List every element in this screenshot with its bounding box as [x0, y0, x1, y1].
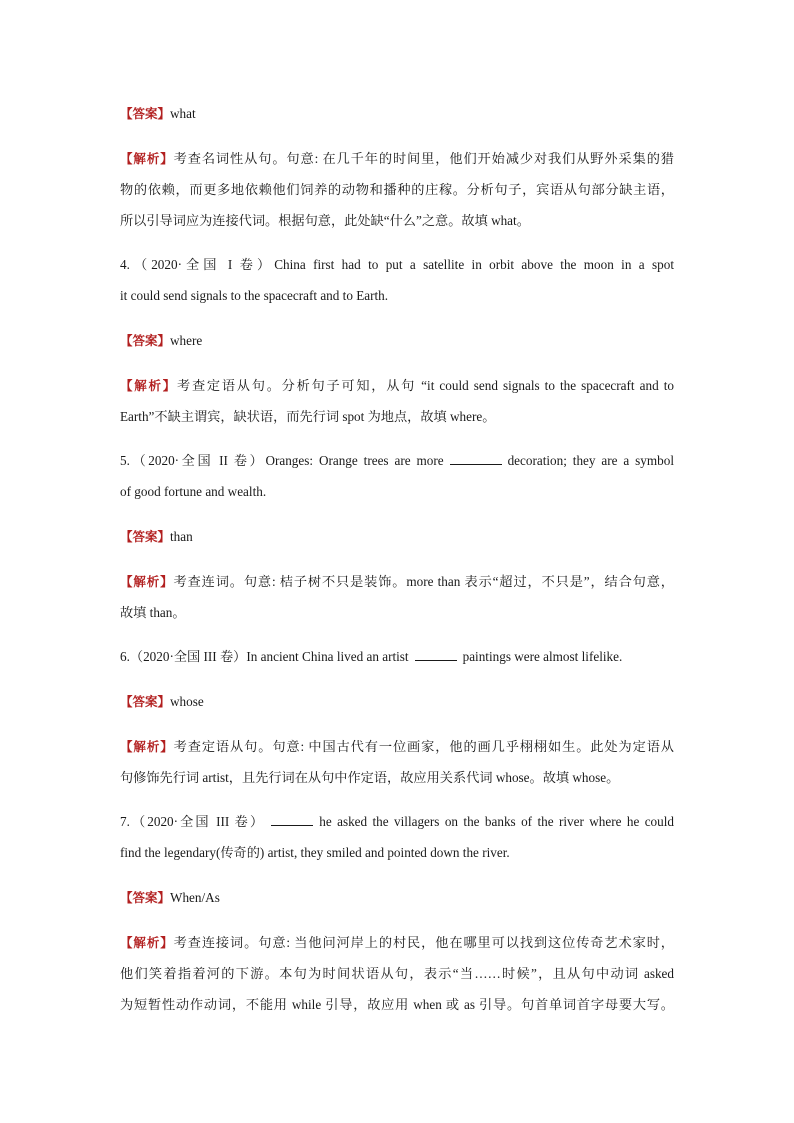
question-6-line — [120, 648, 674, 666]
answer-line-4 — [120, 332, 674, 350]
question-text: 5.（2020·全国 II 卷）Oranges: Orange trees are more — [120, 453, 444, 468]
analysis-line: 为短暂性动作动词，不能用 while 引导，故应用 when 或 as 引导。句首单词首字母要大写。 — [120, 997, 674, 1012]
analysis-line — [120, 150, 674, 168]
analysis-line: 所以引导词应为连接代词。根据句意，此处缺“什么”之意。故填 what。 — [120, 213, 530, 228]
analysis-text: 考查名词性从句。句意: 在几千年的时间里，他们开始减少对我们从野外采集的猎 — [173, 151, 674, 166]
answer-tag: 【答案】 — [120, 890, 171, 905]
analysis-line: 故填 than。 — [120, 605, 186, 620]
question-7-line — [120, 813, 674, 831]
analysis-line — [120, 377, 674, 395]
question-7-line: find the legendary(传奇的) artist, they smiled and pointed down the river. — [120, 845, 510, 860]
analysis-tag: 【解析】 — [120, 151, 174, 166]
analysis-line: Earth”不缺主谓宾，缺状语，而先行词 spot 为地点，故填 where。 — [120, 409, 496, 424]
answer-line-6 — [120, 693, 674, 711]
answer-blank — [271, 813, 313, 826]
analysis-tag: 【解析】 — [120, 739, 174, 754]
answer-tag: 【答案】 — [120, 333, 171, 348]
analysis-tag: 【解析】 — [120, 935, 174, 950]
analysis-line — [120, 738, 674, 756]
answer-blank — [450, 452, 502, 465]
analysis-line — [120, 573, 674, 591]
answer-tag: 【答案】 — [120, 694, 171, 709]
answer-line-5 — [120, 528, 674, 546]
answer-tag: 【答案】 — [120, 106, 171, 121]
analysis-line: 他们笑着指着河的下游。本句为时间状语从句，表示“当……时候”，且从句中动词 asked — [120, 966, 674, 981]
answer-text: where — [170, 333, 203, 348]
question-text: decoration; they are a symbol — [507, 453, 674, 468]
answer-text: When/As — [170, 890, 220, 905]
question-text: paintings were almost lifelike. — [462, 649, 623, 664]
question-5-line — [120, 452, 674, 470]
analysis-tag: 【解析】 — [120, 378, 178, 393]
analysis-text: 考查连词。句意: 桔子树不只是装饰。more than 表示“超过，不只是”，结合句意， — [173, 574, 674, 589]
analysis-line: 物的依赖，而更多地依赖他们饲养的动物和播种的庄稼。分析句子，宾语从句部分缺主语， — [120, 182, 674, 197]
answer-text: than — [170, 529, 193, 544]
analysis-text: 考查定语从句。分析句子可知，从句 “it could send signals to the spacecraft and to — [177, 378, 674, 393]
question-5-line: of good fortune and wealth. — [120, 484, 267, 499]
analysis-text: 考查连接词。句意: 当他问河岸上的村民，他在哪里可以找到这位传奇艺术家时， — [173, 935, 674, 950]
question-text: 7.（2020·全国 III 卷） — [120, 814, 266, 829]
answer-blank — [415, 648, 457, 661]
question-text: 6.（2020·全国 III 卷）In ancient China lived an artist — [120, 649, 409, 664]
analysis-tag: 【解析】 — [120, 574, 174, 589]
question-4-line: it could send signals to the spacecraft and to Earth. — [120, 288, 389, 303]
analysis-line: 句修饰先行词 artist，且先行词在从句中作定语，故应用关系代词 whose。故填 whose。 — [120, 770, 620, 785]
answer-text: whose — [170, 694, 204, 709]
answer-line-3 — [120, 105, 674, 123]
question-text: he asked the villagers on the banks of the river where he could — [319, 814, 674, 829]
analysis-line — [120, 934, 674, 952]
answer-line-7 — [120, 889, 674, 907]
answer-text: what — [170, 106, 196, 121]
analysis-text: 考查定语从句。句意: 中国古代有一位画家，他的画几乎栩栩如生。此处为定语从 — [173, 739, 674, 754]
question-4-line: 4.（2020·全国 I 卷）China first had to put a satellite in orbit above the moon in a spot — [120, 257, 674, 272]
answer-tag: 【答案】 — [120, 529, 171, 544]
